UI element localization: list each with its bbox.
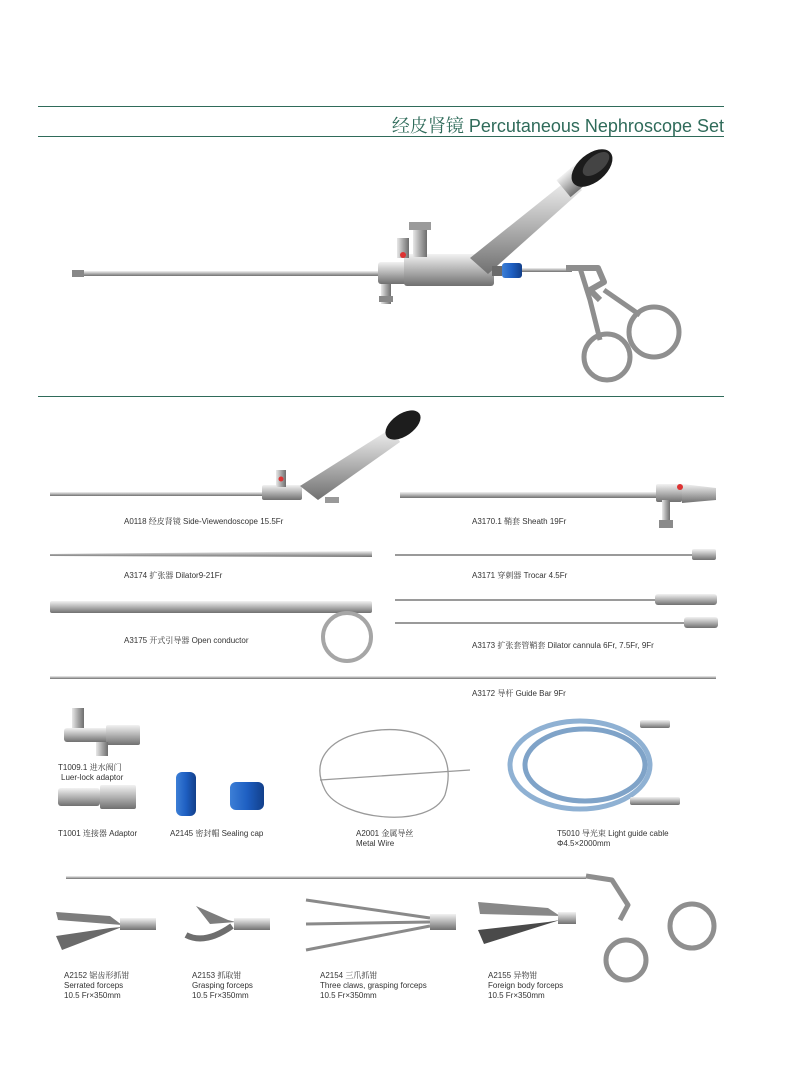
label-t5010-name: T5010 导光束 Light guide cable (557, 829, 669, 838)
label-t5010-size: Φ4.5×2000mm (557, 839, 611, 848)
label-t1009 (58, 763, 123, 783)
label-t1009-en: Luer-lock adaptor (61, 773, 124, 782)
label-a2153 (192, 971, 253, 1001)
side-viewendoscope-image (50, 405, 426, 503)
label-a3174: A3174 扩张器 Dilator9-21Fr (124, 571, 223, 580)
label-a3170: A3170.1 鞘套 Sheath 19Fr (472, 517, 567, 526)
label-a2154-cn: A2154 三爪抓钳 (320, 971, 378, 980)
trocar-image (395, 549, 716, 560)
dilator-cannula-image (395, 594, 718, 628)
foreign-body-forceps-image (478, 902, 576, 944)
label-a2152-en: Serrated forceps (64, 981, 124, 990)
label-a2155 (488, 971, 563, 1001)
label-a2155-cn: A2155 异物钳 (488, 971, 538, 980)
label-a2154-size: 10.5 Fr×350mm (320, 991, 377, 1000)
sealing-cap-image (176, 772, 264, 816)
three-claws-forceps-image (306, 900, 456, 950)
luer-lock-adaptor-image (64, 708, 140, 756)
label-a3175: A3175 开式引导器 Open conductor (124, 636, 249, 645)
adaptor-image (58, 785, 136, 809)
label-a3173: A3173 扩张套管鞘套 Dilator cannula 6Fr, 7.5Fr, 9Fr (472, 641, 654, 650)
label-a2155-en: Foreign body forceps (488, 981, 564, 990)
label-a2152-cn: A2152 锯齿形抓钳 (64, 971, 130, 980)
label-a2155-size: 10.5 Fr×350mm (488, 991, 545, 1000)
label-a2154 (320, 971, 427, 1001)
grasping-forceps-image (186, 906, 270, 938)
label-a2001-en: Metal Wire (356, 839, 395, 848)
dilator-image (50, 551, 372, 557)
light-guide-cable-image (510, 720, 680, 809)
label-a3171: A3171 穿刺器 Trocar 4.5Fr (472, 571, 568, 580)
label-a2145: A2145 密封帽 Sealing cap (170, 829, 264, 838)
label-a2001-cn: A2001 金属导丝 (356, 829, 414, 838)
long-forceps-image (66, 876, 714, 980)
label-a2152 (64, 971, 129, 1001)
label-a2153-size: 10.5 Fr×350mm (192, 991, 249, 1000)
metal-wire-image (320, 730, 470, 818)
label-a2154-en: Three claws, grasping forceps (320, 981, 427, 990)
label-t5010 (557, 829, 669, 849)
open-conductor-image (50, 601, 372, 661)
label-t1009-cn: T1009.1 进水阀门 (58, 763, 122, 772)
page-title: 经皮肾镜 Percutaneous Nephroscope Set (391, 116, 724, 136)
label-a2152-size: 10.5 Fr×350mm (64, 991, 121, 1000)
label-a2153-cn: A2153 抓取钳 (192, 971, 242, 980)
label-a2153-en: Grasping forceps (192, 981, 253, 990)
label-t1001: T1001 连接器 Adaptor (58, 829, 138, 838)
label-a0118: A0118 经皮肾镜 Side-Viewendoscope 15.5Fr (124, 517, 284, 526)
label-a2001 (356, 829, 413, 849)
label-a3172: A3172 导杆 Guide Bar 9Fr (472, 689, 566, 698)
nephroscope-set-image (72, 142, 679, 380)
guide-bar-image (50, 676, 716, 679)
serrated-forceps-image (56, 912, 156, 950)
